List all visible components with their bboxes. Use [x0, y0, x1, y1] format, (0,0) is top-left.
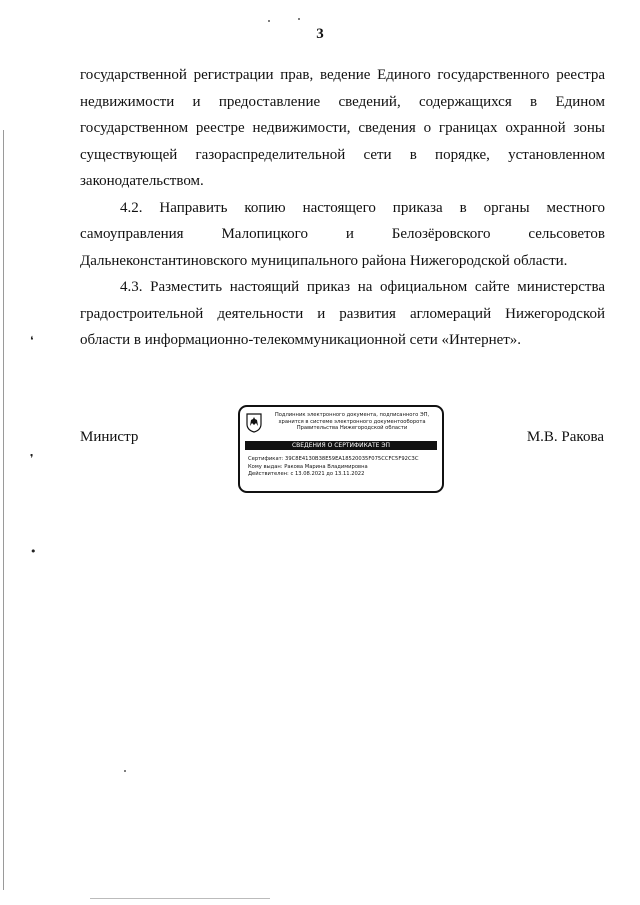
scan-speck — [268, 20, 270, 22]
text-line: градостроительной деятельности и развития агломераций Нижегородской — [80, 305, 605, 322]
certificate-details — [248, 456, 438, 479]
scan-speck — [298, 18, 300, 20]
certificate-value: 39C8E4130B38E59EA18520035F075CCFC5F92C3C — [285, 456, 419, 462]
stamp-header — [266, 412, 438, 432]
paragraph-4-2 — [80, 195, 605, 275]
text-line: государственной регистрации прав, ведение Единого государственного реестра — [80, 67, 605, 83]
validity-value: с 13.08.2021 до 13.11.2022 — [290, 471, 365, 478]
stamp-header-line: хранится в системе электронного документооборота — [278, 418, 426, 425]
scan-speck — [124, 770, 126, 772]
text-line: недвижимости и предоставление сведений, содержащихся в Едином — [80, 93, 605, 110]
text-line: области в информационно-телекоммуникационной сети «Интернет». — [80, 332, 522, 348]
scan-margin-line — [3, 130, 4, 890]
validity-row — [248, 471, 438, 479]
document-body — [80, 62, 605, 354]
signer-name: М.В. Ракова — [526, 429, 604, 445]
certificate-label: Сертификат: — [248, 456, 284, 462]
text-line: самоуправления Малопицкого и Белозёровского сельсоветов — [80, 226, 605, 242]
scan-artifact-mark: ❛ — [30, 334, 34, 347]
text-line: Дальнеконстантиновского муниципального района Нижегородской области. — [80, 252, 568, 269]
signer-position: Министр — [80, 429, 139, 445]
electronic-signature-stamp — [238, 405, 444, 493]
certificate-info-bar: СВЕДЕНИЯ О СЕРТИФИКАТЕ ЭП — [245, 441, 437, 450]
text-line: 4.3. Разместить настоящий приказ на официальном сайте министерства — [120, 279, 605, 295]
issued-to-value: Ракова Марина Владимировна — [284, 463, 368, 470]
paragraph-registration — [80, 62, 605, 195]
issued-to-label: Кому выдан: — [248, 463, 283, 470]
text-line: существующей газораспределительной сети в порядке, установленном — [80, 146, 605, 163]
stamp-header-line: Подлинник электронного документа, подписанного ЭП, — [274, 412, 430, 418]
scan-artifact-mark: ❜ — [30, 452, 34, 465]
coat-of-arms-icon — [246, 413, 262, 433]
signature-block — [0, 405, 640, 495]
scan-artifact-mark: • — [30, 545, 37, 558]
scan-bottom-edge — [90, 898, 270, 899]
paragraph-4-3 — [80, 274, 605, 354]
validity-label: Действителен: — [248, 471, 289, 478]
page-number: 3 — [316, 26, 324, 42]
certificate-row — [248, 456, 438, 464]
stamp-header-line: Правительства Нижегородской области — [296, 425, 408, 432]
text-line: 4.2. Направить копию настоящего приказа в органы местного — [120, 199, 605, 216]
text-line: законодательством. — [80, 173, 204, 189]
text-line: государственном реестре недвижимости, сведения о границах охранной зоны — [80, 120, 605, 136]
